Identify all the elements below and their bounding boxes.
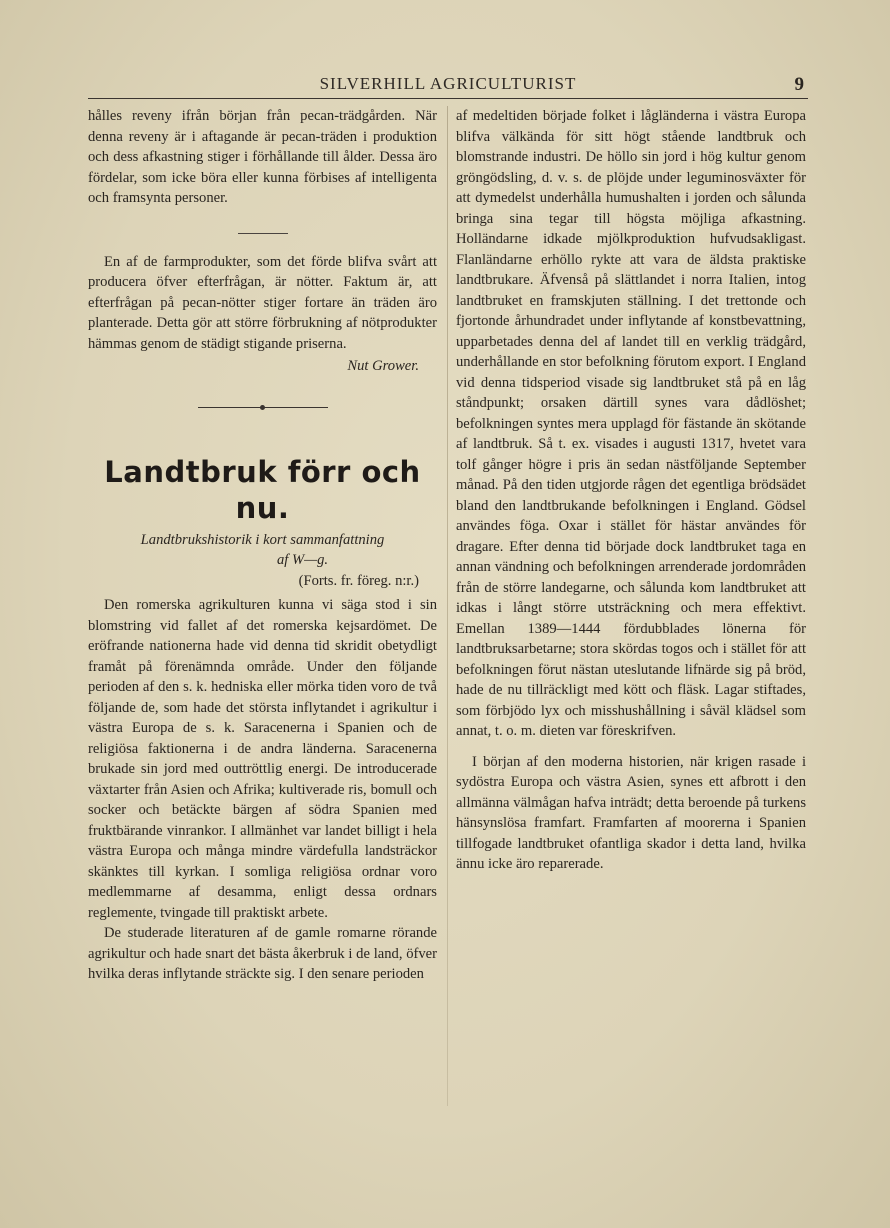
modern-history-paragraph: I början af den moderna historien, när krigen rasade i sydöstra Europa och västra Asien, synes ett afbrott i den allmänna välmågan hafva inträdt; detta beroende på turkens hänsynslösa framfart. Framfarten af moorerna i Spanien tillfogade landtbruket ofantliga skador i detta land, hvilka ännu icke äro reparerade. [456,753,806,872]
article-separator [198,407,328,408]
nut-demand-paragraph: En af de farmprodukter, som det förde blifva svårt att producera öfver efterfrågan, är nötter. Faktum är, att efterfrågan på pecan-nötter stiger fortare än träden äro planterade. Detta gör att större förbrukning af nötprodukter hämmas genom de städigt stigande priserna. [88,253,437,352]
paragraph-gap [456,742,806,752]
right-column [456,106,806,875]
medieval-agriculture-paragraph: af medeltiden började folket i lågländerna i västra Europa blifva välkända för sitt högt stående landtbruk och blomstrande industri. De höllo sin jord i hög kultur genom gröngödsling, d. v. s. de plöjde under leguminosväxter för att dymedelst underhålla humushalten i jorden och sålunda bringa sina tegar till högsta möjliga afkastning. Holländarne idkade mjölkproduktion hufvudsakligast. Flanländarne erhöllo rykte att vara de äldsta praktiske landtbrukare. Äfvenså på slättlandet i norra Italien, intog landtbruket en framskjuten ställning. I det trettonde och fjortonde århundradet under inflytande af konstbevattning, upparbetades denna del af landet till en verklig trädgård, underhållande en stor befolkning förutom export. I England vid denna tidsperiod visade sig landtbruket stå på en låg ståndpunkt; orsaken därtill synes vara dådlöshet; befolkningen syntes mera upplagd för fästande än skötande af landtbruk. Så t. ex. visades i augusti 1317, hvetet vara tolf gånger högre i pris än sedan nästföljande September månad. På den tiden utgjorde rågen det egentliga brödsädet bland den landtbrukande befolkningen i England. Gödsel användes föga. Oxar i stället för hästar användes för dragare. Efter denna tid började dock landtbruket taga en annan vändning och befolkningen arrenderade jordområden från de större landegarne, och sålunda kom landtbruket att idkas i långt större utsträckning och mera effektivt. Emellan 1389—1444 fördubblades lönerna för landtbruksarbetarne; stora skördas togos och i stället för att befolkningen förut nästan uteslutande lifnärde sig på bröd, hade de nu tillräckligt med kött och fläsk. Lagar stiftades, som förbjödo lyx och misshushållning i såväl klädsel som annat, t. o. m. dieten var föreskrifven. [456,108,806,739]
article-subtitle: Landtbrukshistorik i kort sammanfattning [140,531,385,548]
literature-paragraph: De studerade literaturen af de gamle romarne rörande agrikultur och hade snart det bästa åkerbruk i de land, öfver hvilka deras inflytande sträckte sig. I den senare perioden [88,925,437,982]
pecan-paragraph-end: hålles reveny ifrån början från pecan-trädgården. När denna reveny är i aftagande är pecan-träden i produktion och dess afkastning stiger i förhållande till ålder. Dessa äro fördelar, som icke böra eller kunna förbises af intelligenta och framsynta personer. [88,108,437,206]
article-title: Landtbruk förr och nu. [104,454,421,525]
column-divider [447,106,448,1106]
author-signature: Nut Grower. [347,358,419,374]
page-number: 9 [794,74,804,95]
section-separator [238,233,288,234]
page-header [88,72,808,99]
article-byline: af W—g. [276,552,329,568]
roman-agriculture-paragraph: Den romerska agrikulturen kunna vi säga stod i sin blomstring vid fallet af det romerska kejsardömet. De eröfrande nationerna hade vid denna tid skridit obetydligt framåt på förenämnda område. Under den följande perioden af den s. k. hedniska eller mörka tiden voro de två följande de, som hade det största inflytandet i agrikultur i västra Europa de s. k. Saracenerna i Spanien och de religiösa faktionerna i de andra länderna. Saracenerna brukade sin jord med outtröttlig energi. De introducerade växtarter från Asien och Afrika; kultiverade ris, bomull och socker och betäckte bärgen af södra Spanien med fruktbärande vinrankor. I allmänhet var landet billigt i hela västra Europa och många mindre värdefulla landsträckor skänktes till kyrkan. I somliga religiösa ordnar voro medlemmarne af desamma, enligt dessa ordnars reglemente, tvingade till praktiskt arbete. [88,597,437,921]
publication-title: SILVERHILL AGRICULTURIST [319,74,577,93]
continuation-note: (Forts. fr. föreg. n:r.) [298,572,419,589]
left-column [88,106,437,985]
